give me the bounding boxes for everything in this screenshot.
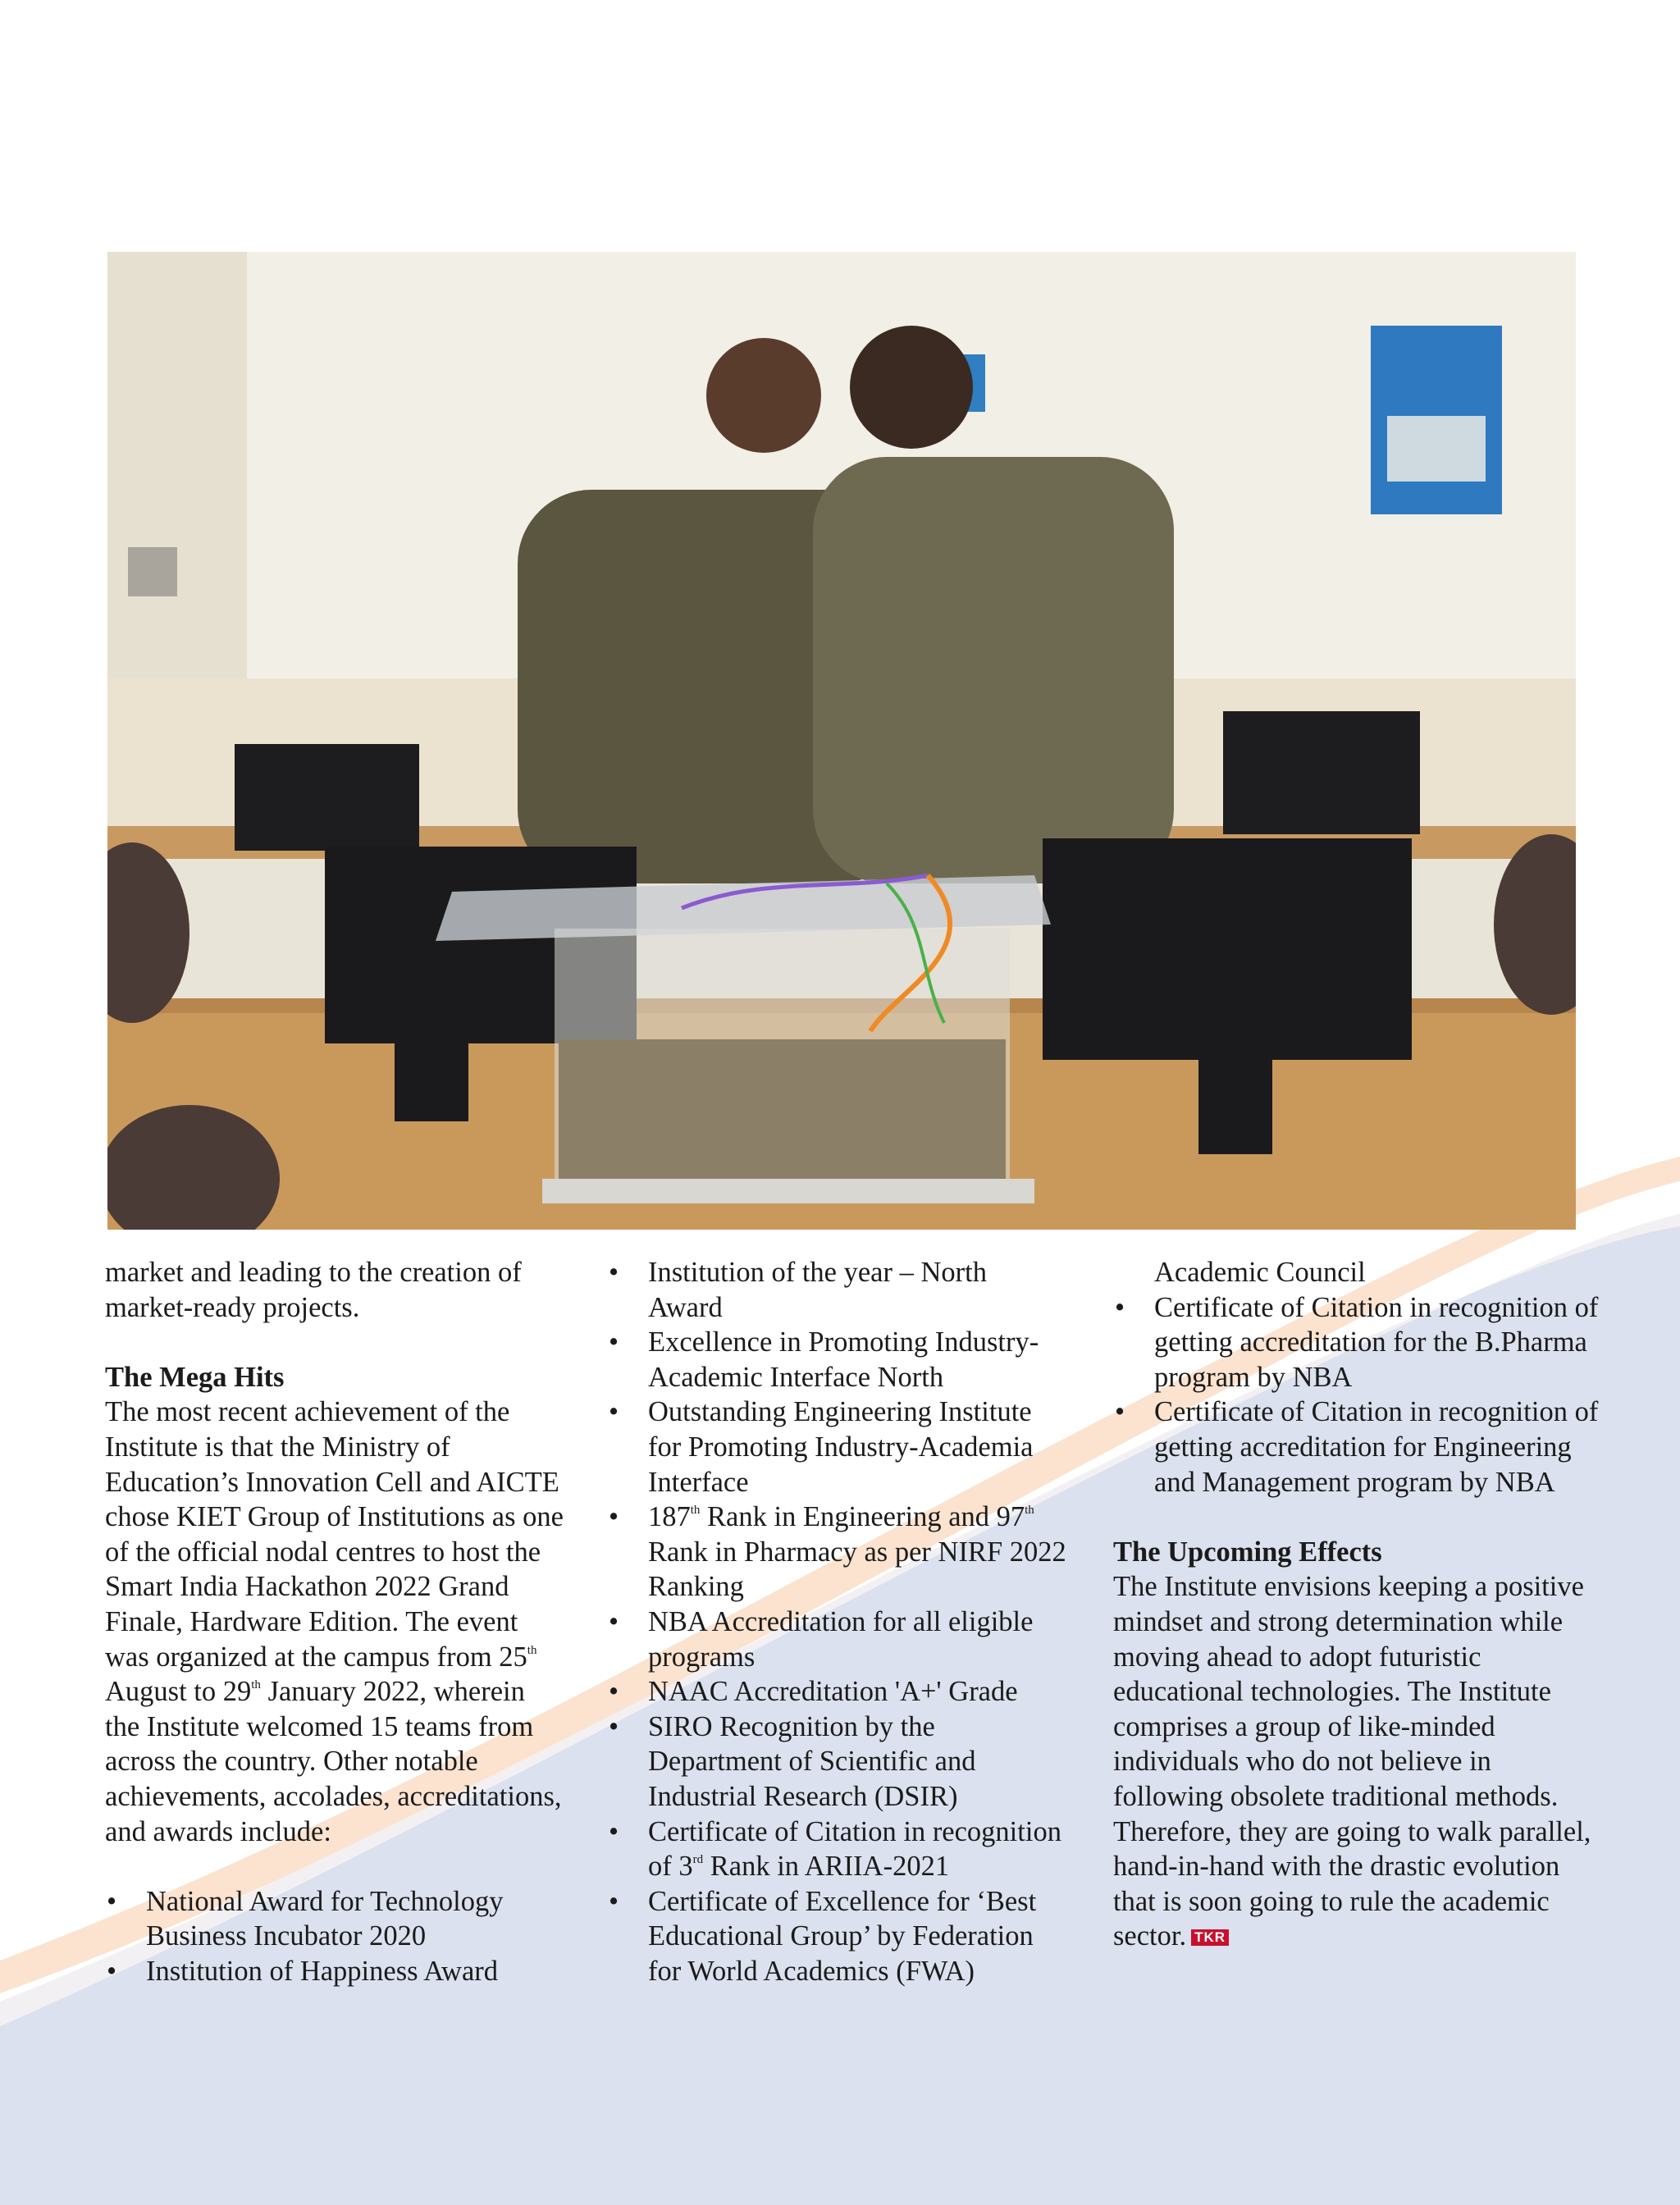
mega-hits-heading: The Mega Hits (105, 1361, 285, 1393)
list-item: • SIRO Recognition by the Department of Scientific and Industrial Research (DSIR) (607, 1710, 1066, 1815)
awards-list-1 (105, 1884, 564, 1989)
list-item: • Institution of the year – North Award (607, 1255, 1066, 1325)
list-item: • NBA Accreditation for all eligible programs (607, 1605, 1066, 1674)
lab-photo (107, 252, 1576, 1230)
list-item: • National Award for Technology Business Incubator 2020 (105, 1884, 564, 1954)
list-item: • NAAC Accreditation 'A+' Grade (607, 1674, 1066, 1710)
column-3-continuation: Academic Council (1154, 1257, 1366, 1288)
list-item: • Certificate of Citation in recognition of getting accreditation for the B.Pharma program by NBA (1113, 1290, 1605, 1395)
column-2 (607, 1255, 1066, 1988)
list-item: • Institution of Happiness Award (105, 1954, 564, 1989)
tkr-logo-icon: TKR (1191, 1929, 1229, 1946)
upcoming-effects-heading: The Upcoming Effects (1113, 1536, 1382, 1568)
column-1 (105, 1255, 564, 1988)
list-item: • Certificate of Excellence for ‘Best Educational Group’ by Federation for World Academics (FWA) (607, 1884, 1066, 1989)
list-item: • Certificate of Citation in recognition of 3rd Rank in ARIIA-2021 (607, 1815, 1066, 1884)
mega-hits-paragraph: The most recent achievement of the Institute is that the Ministry of Education’s Innovation Cell and AICTE chose KIET Group of Institutions as one of the official nodal centres to host the Smart India Hackathon 2022 Grand Finale, Hardware Edition. The event was organized at the campus from 25th August to 29th January 2022, wherein the Institute welcomed 15 teams from across the country. Other notable achievements, accolades, accreditations, and awards include: (105, 1396, 564, 1847)
lab-photo-illustration (107, 252, 1576, 1230)
upcoming-effects-paragraph: The Institute envisions keeping a positive mindset and strong determination while moving ahead to adopt futuristic educational technologies. The Institute comprises a group of like-minded individuals who do not believe in following obsolete traditional methods. Therefore, they are going to walk parallel, hand-in-hand with the drastic evolution that is soon going to rule the academic sector. TKR (1113, 1571, 1591, 1952)
list-item: • Outstanding Engineering Institute for Promoting Industry-Academia Interface (607, 1395, 1066, 1500)
column-3 (1113, 1255, 1605, 1954)
awards-list-2 (607, 1255, 1066, 1988)
list-item: • Certificate of Citation in recognition of getting accreditation for Engineering and Management program by NBA (1113, 1395, 1605, 1500)
list-item: • Excellence in Promoting Industry-Academic Interface North (607, 1325, 1066, 1395)
list-item: • 187th Rank in Engineering and 97th Rank in Pharmacy as per NIRF 2022 Ranking (607, 1500, 1066, 1605)
column-1-intro: market and leading to the creation of market-ready projects. (105, 1257, 522, 1323)
awards-list-3 (1113, 1290, 1605, 1500)
